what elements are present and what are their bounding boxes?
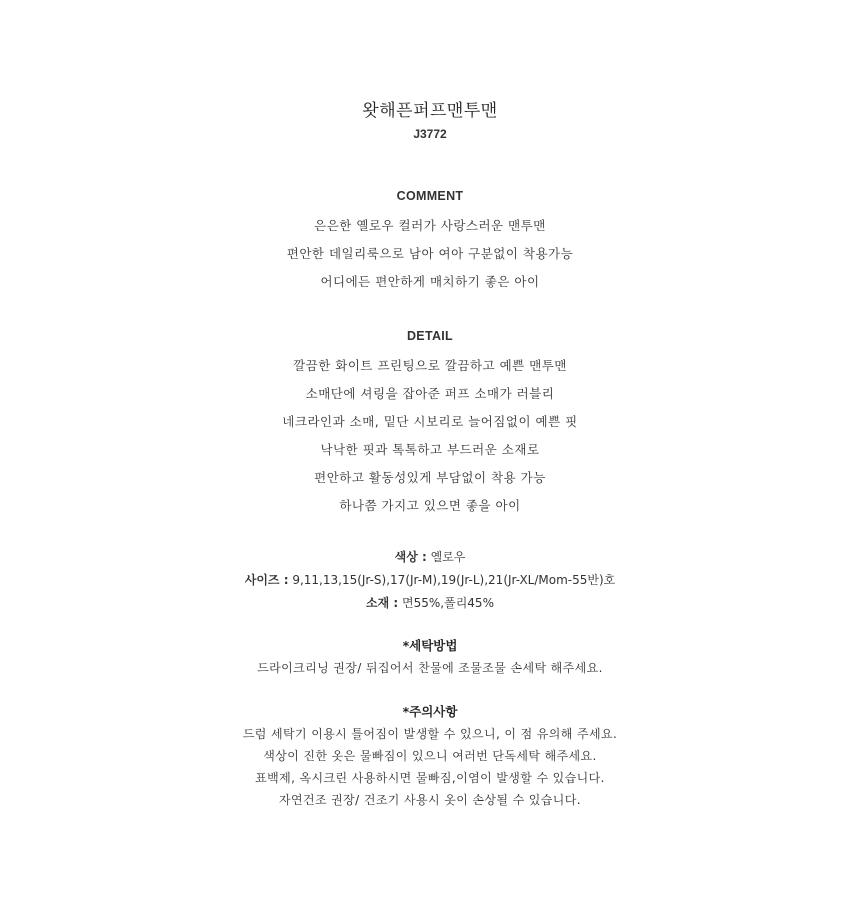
- product-name: 왓해픈퍼프맨투맨: [362, 101, 498, 121]
- product-code: J3772: [413, 127, 447, 141]
- spec-color-label: 색상 :: [394, 550, 427, 564]
- spec-material: [0, 594, 860, 611]
- detail-line: 하나쯤 가지고 있으면 좋을 아이: [339, 498, 521, 513]
- spec-size-value: 9,11,13,15(Jr-S),17(Jr-M),19(Jr-L),21(Jr-XL/Mom-55반)호: [292, 573, 616, 587]
- washing-line: 드라이크리닝 권장/ 뒤집어서 찬물에 조물조물 손세탁 해주세요.: [257, 661, 603, 675]
- washing-heading: *세탁방법: [402, 638, 458, 653]
- detail-line: 네크라인과 소매, 밑단 시보리로 늘어짐없이 예쁜 핏: [282, 414, 578, 429]
- spec-material-value: 면55%,폴리45%: [402, 596, 494, 610]
- detail-line: 낙낙한 핏과 톡톡하고 부드러운 소재로: [320, 442, 540, 457]
- comment-line: 어디에든 편안하게 매치하기 좋은 아이: [320, 274, 540, 289]
- caution-line: 드럼 세탁기 이용시 틀어짐이 발생할 수 있으니, 이 점 유의해 주세요.: [242, 727, 618, 741]
- caution-line: 표백제, 옥시크린 사용하시면 물빠짐,이염이 발생할 수 있습니다.: [255, 771, 605, 785]
- spec-size-label: 사이즈 :: [244, 573, 289, 587]
- detail-line: 편안하고 활동성있게 부담없이 착용 가능: [314, 470, 546, 485]
- comment-line: 편안한 데일리룩으로 남아 여아 구분없이 착용가능: [286, 246, 574, 261]
- caution-line: 자연건조 권장/ 건조기 사용시 옷이 손상될 수 있습니다.: [279, 793, 581, 807]
- spec-material-label: 소재 :: [366, 596, 399, 610]
- comment-line: 은은한 옐로우 컬러가 사랑스러운 맨투맨: [314, 218, 546, 233]
- spec-size: [0, 571, 860, 588]
- spec-color: [0, 548, 860, 565]
- caution-heading: *주의사항: [402, 704, 458, 719]
- comment-heading: COMMENT: [396, 189, 464, 203]
- caution-line: 색상이 진한 옷은 물빠짐이 있으니 여러번 단독세탁 해주세요.: [263, 749, 597, 763]
- detail-line: 깔끔한 화이트 프린팅으로 깔끔하고 예쁜 맨투맨: [293, 358, 567, 373]
- spec-color-value: 옐로우: [430, 550, 466, 564]
- detail-heading: DETAIL: [406, 329, 453, 343]
- detail-line: 소매단에 셔링을 잡아준 퍼프 소매가 러블리: [305, 386, 555, 401]
